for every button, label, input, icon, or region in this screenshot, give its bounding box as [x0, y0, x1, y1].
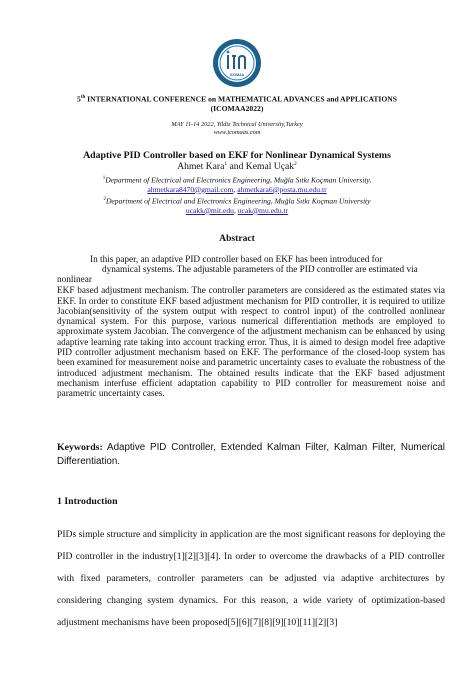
keywords-text: Adaptive PID Controller, Extended Kalman Filter, Kalman Filter, Numerical Differentiation. — [57, 442, 445, 467]
introduction-body — [57, 524, 445, 634]
abstract-heading: Abstract — [219, 233, 255, 244]
paper-title: Adaptive PID Controller based on EKF for Nonlinear Dynamical Systems — [83, 150, 391, 161]
affiliation-2-mark: 2 — [103, 197, 106, 202]
author-line — [20, 161, 454, 172]
conference-website: www.icomaas.com — [213, 128, 261, 136]
author-2-email-link-1[interactable]: ucakk@mit.edu — [185, 205, 234, 215]
affiliation-1 — [20, 174, 454, 194]
conference-line-1: INTERNATIONAL CONFERENCE on MATHEMATICAL ADVANCES and APPLICATIONS — [85, 94, 397, 104]
abstract-second-line — [57, 265, 445, 286]
conference-number: 5 — [77, 94, 81, 104]
affiliation-1-mark: 1 — [102, 176, 106, 181]
conference-name — [20, 93, 454, 113]
introduction-paragraph: PIDs simple structure and simplicity in application are the most significant reasons for deploying the PID controller in the industry[1][2][3][4]. In order to overcome the drawbacks of a PID controller with fixed parameters, controller parameters can be adjusted via adaptive architectures by considering changing system dynamics. For this reason, a wide variety of optimization-based adjustment mechanisms have been proposed[5][6][7][8][9][10][11][2][3] — [57, 529, 445, 628]
author-1-email-link-2[interactable]: ahmetkara6@posta.mu.edu.tr — [237, 184, 327, 194]
affiliation-1-text: Department of Electrical and Electronics Engineering, Muğla Sıtkı Koçman University, — [105, 175, 372, 185]
conference-number-suffix: th — [80, 95, 86, 100]
affiliation-2-text: Department of Electrical and Electronics Engineering, Muğla Sıtkı Koçman University — [105, 196, 371, 206]
author-1-affiliation-mark: 1 — [224, 161, 228, 167]
abstract-first-line: In this paper, an adaptive PID controller based on EKF has been introduced for — [90, 255, 383, 265]
section-heading-introduction: 1 Introduction — [57, 496, 118, 507]
author-1: Ahmet Kara — [177, 161, 225, 173]
abstract-word-nonlinear: nonlinear — [57, 275, 92, 286]
logo-text: ICOMAA — [229, 73, 245, 77]
conference-dates — [20, 121, 454, 137]
email-separator: , — [233, 184, 238, 194]
conference-date-venue: MAY 11-14 2022, Yildiz Technical University,Turkey — [171, 121, 303, 128]
author-2-email-link-2[interactable]: ucak@mu.edu.tr — [237, 205, 289, 215]
keywords — [57, 441, 445, 469]
affiliation-2 — [20, 195, 454, 215]
abstract-paragraph: EKF based adjustment mechanism. The controller parameters are considered as the estimated states via EKF. In order to constitute EKF based adjustment mechanism for PID controller, it is required to utilize Jacobian(sensitivity of the system output with respect to control input) of the controlled nonlinear dynamical system. For this purpose, various numerical differentiation methods are employed to approximate system Jacobian. The convergence of the adjustment mechanism can be enhanced by using adaptive learning rate taking into account tracking error. Thus, it is aimed to design model free adaptive PID controller adjustment mechanism based on EKF. The performance of the closed-loop system has been examined for measurement noise and parametric uncertainty cases to evaluate the robustness of the introduced adjustment mechanism. The obtained results indicate that the EKF based adjustment mechanism interfuse efficient adaptation capability to PID controller for measurement noise and parametric uncertainty cases. — [57, 286, 445, 400]
conference-logo-icon — [212, 38, 262, 88]
abstract-second-line-text: dynamical systems. The adjustable parameters of the PID controller are estimated via — [102, 265, 418, 276]
conference-line-2: (ICOMAA2022) — [210, 103, 264, 113]
author-2: and Kemal Uçak — [227, 161, 295, 173]
email-separator: , — [233, 205, 238, 215]
author-1-email-link-1[interactable]: ahmetkara8470@gmail.com — [147, 184, 234, 194]
keywords-label: Keywords: — [57, 442, 103, 453]
abstract-body — [57, 255, 445, 400]
author-2-affiliation-mark: 2 — [294, 161, 297, 167]
